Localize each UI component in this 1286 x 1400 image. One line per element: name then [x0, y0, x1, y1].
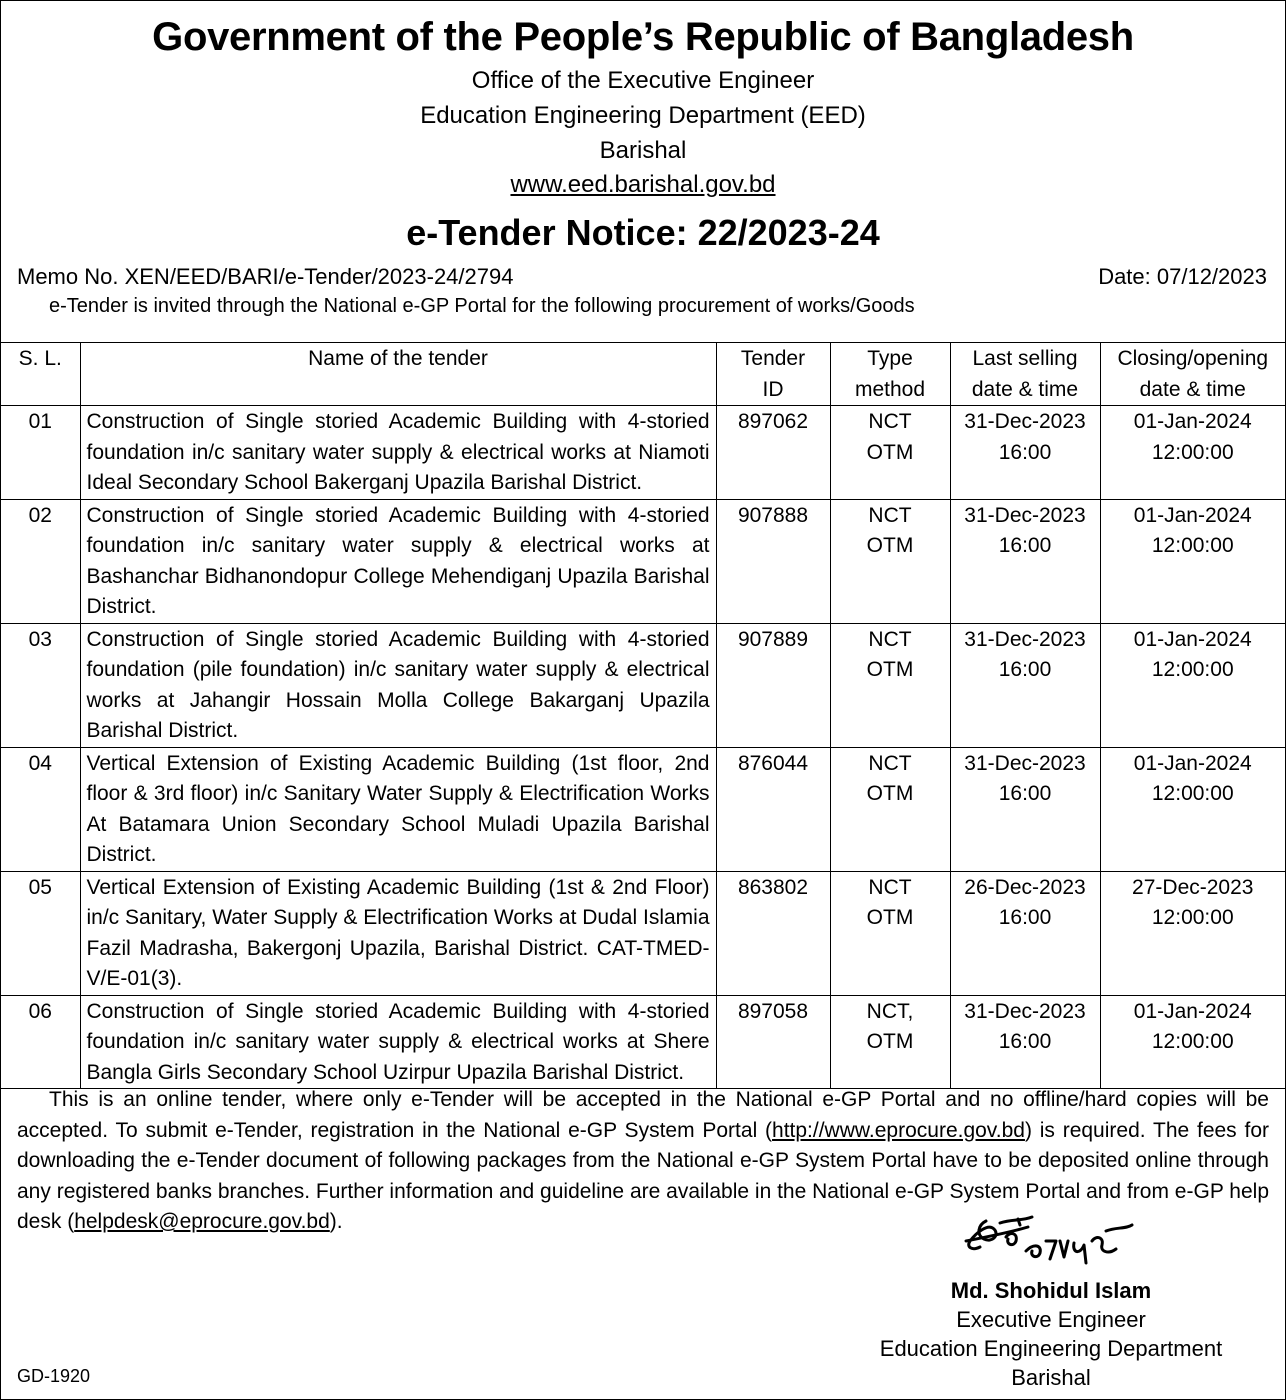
- row-last-selling: 26-Dec-2023 16:00: [950, 871, 1100, 995]
- notice-title: e-Tender Notice: 22/2023-24: [406, 212, 880, 253]
- table-row: [1, 871, 1285, 995]
- row-tender-id: 907888: [716, 499, 830, 623]
- row-tender-id: 897058: [716, 995, 830, 1089]
- row-type-method: NCT OTM: [830, 623, 950, 747]
- row-tender-id: 897062: [716, 406, 830, 500]
- header-closing-opening: Closing/opening date & time: [1100, 343, 1285, 406]
- signatory-title: Executive Engineer: [956, 1307, 1146, 1332]
- table-row: [1, 499, 1285, 623]
- row-sl: 02: [1, 499, 80, 623]
- row-last-selling: 31-Dec-2023 16:00: [950, 995, 1100, 1089]
- row-tender-id: 863802: [716, 871, 830, 995]
- row-closing-opening: 01-Jan-2024 12:00:00: [1100, 995, 1285, 1089]
- table-row: [1, 623, 1285, 747]
- row-last-selling: 31-Dec-2023 16:00: [950, 499, 1100, 623]
- signatory-department: Education Engineering Department: [879, 1336, 1223, 1361]
- memo-row: [1, 262, 1285, 292]
- row-name: Vertical Extension of Existing Academic Building (1st & 2nd Floor) in/c Sanitary, Water Supply & Electrification Works at Dudal Islamia Fazil Madrasha, Bakergonj Upazila, Barishal District. CAT-TMED-V/E-01(3).: [80, 871, 716, 995]
- footer-text-part3: ).: [329, 1210, 343, 1233]
- tender-table: [1, 342, 1285, 1089]
- signatory-block: [871, 1276, 1231, 1392]
- header-type-method: Type method: [830, 343, 950, 406]
- row-closing-opening: 01-Jan-2024 12:00:00: [1100, 747, 1285, 871]
- office-city: Barishal: [599, 137, 687, 164]
- row-sl: 05: [1, 871, 80, 995]
- header-tender-id: Tender ID: [716, 343, 830, 406]
- row-type-method: NCT OTM: [830, 747, 950, 871]
- gd-number: GD-1920: [17, 1366, 91, 1386]
- header-last-selling: Last selling date & time: [950, 343, 1100, 406]
- row-closing-opening: 27-Dec-2023 12:00:00: [1100, 871, 1285, 995]
- memo-number: Memo No. XEN/EED/BARI/e-Tender/2023-24/2794: [17, 264, 514, 289]
- row-last-selling: 31-Dec-2023 16:00: [950, 747, 1100, 871]
- row-sl: 03: [1, 623, 80, 747]
- office-name: Office of the Executive Engineer: [471, 67, 815, 94]
- invitation-text: e-Tender is invited through the National e-GP Portal for the following procurement of works/Goods: [49, 295, 915, 317]
- row-closing-opening: 01-Jan-2024 12:00:00: [1100, 406, 1285, 500]
- row-tender-id: 876044: [716, 747, 830, 871]
- row-type-method: NCT, OTM: [830, 995, 950, 1089]
- row-sl: 01: [1, 406, 80, 500]
- row-tender-id: 907889: [716, 623, 830, 747]
- table-row: [1, 747, 1285, 871]
- header-sl: S. L.: [1, 343, 80, 406]
- row-closing-opening: 01-Jan-2024 12:00:00: [1100, 623, 1285, 747]
- signatory-name: Md. Shohidul Islam: [950, 1278, 1152, 1303]
- signature-icon: [956, 1211, 1146, 1281]
- table-row: [1, 406, 1285, 500]
- row-type-method: NCT OTM: [830, 499, 950, 623]
- row-sl: 04: [1, 747, 80, 871]
- table-header-row: [1, 343, 1285, 406]
- government-title: Government of the People’s Republic of Bangladesh: [152, 15, 1134, 59]
- footer-text-part2: ) is required. The fees for downloading the e-Tender document of following packages from the National e-GP System Portal have to be deposited online through any registered banks branches. Further information and guideline are available in the National e-GP System Portal and from e-GP help desk (: [17, 1118, 1269, 1233]
- notice-header: [1, 1, 1285, 258]
- row-type-method: NCT OTM: [830, 406, 950, 500]
- row-name: Construction of Single storied Academic Building with 4-storied foundation in/c sanitary water supply & electrical works at Shere Bangla Girls Secondary School Uzirpur Upazila Barishal District.: [80, 995, 716, 1089]
- website-link[interactable]: www.eed.barishal.gov.bd: [510, 171, 776, 198]
- row-name: Construction of Single storied Academic Building with 4-storied foundation (pile foundation) in/c sanitary water supply & electrical works at Jahangir Hossain Molla College Bakarganj Upazila Barishal District.: [80, 623, 716, 747]
- row-sl: 06: [1, 995, 80, 1089]
- row-last-selling: 31-Dec-2023 16:00: [950, 406, 1100, 500]
- row-name: Construction of Single storied Academic Building with 4-storied foundation in/c sanitary water supply & electrical works at Bashanchar Bidhanondopur College Mehendiganj Upazila Barishal District.: [80, 499, 716, 623]
- row-type-method: NCT OTM: [830, 871, 950, 995]
- department-name: Education Engineering Department (EED): [420, 102, 866, 129]
- row-name: Vertical Extension of Existing Academic Building (1st floor, 2nd floor & 3rd floor) in/c Sanitary Water Supply & Electrification Works At Batamara Union Secondary School Muladi Upazila Barishal District.: [80, 747, 716, 871]
- row-last-selling: 31-Dec-2023 16:00: [950, 623, 1100, 747]
- row-closing-opening: 01-Jan-2024 12:00:00: [1100, 499, 1285, 623]
- helpdesk-email-link[interactable]: helpdesk@eprocure.gov.bd: [74, 1210, 330, 1233]
- footer-text-part1: This is an online tender, where only e-Tender will be accepted in the National e-GP Portal and no offline/hard copies will be accepted. To submit e-Tender, registration in the National e-GP System Portal (: [17, 1088, 1269, 1142]
- eprocure-portal-link[interactable]: http://www.eprocure.gov.bd: [772, 1118, 1025, 1142]
- memo-date: Date: 07/12/2023: [1098, 264, 1267, 289]
- table-row: [1, 995, 1285, 1089]
- svg-text:07/12/23: 07/12/23: [1074, 1277, 1078, 1278]
- row-name: Construction of Single storied Academic Building with 4-storied foundation in/c sanitary water supply & electrical works at Niamoti Ideal Secondary School Bakerganj Upazila Barishal District.: [80, 406, 716, 500]
- signatory-city: Barishal: [1011, 1365, 1091, 1390]
- header-name: Name of the tender: [80, 343, 716, 406]
